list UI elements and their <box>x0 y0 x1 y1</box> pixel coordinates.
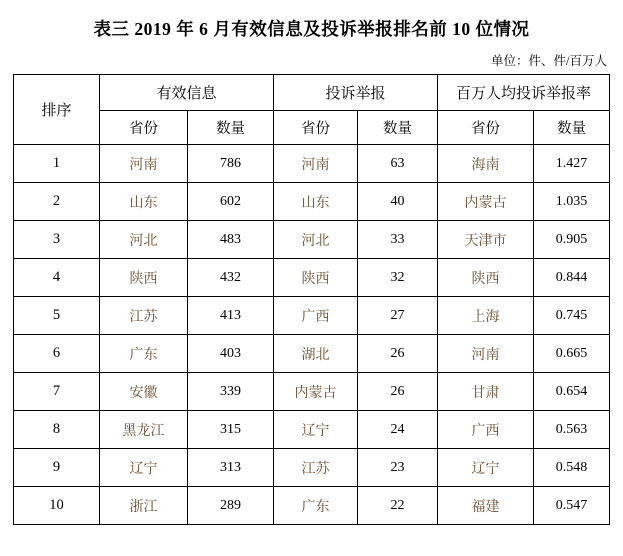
table-row <box>13 221 609 259</box>
table-row <box>13 487 609 525</box>
cell-count-2: 26 <box>357 335 437 373</box>
cell-province-3: 甘肃 <box>438 373 534 411</box>
cell-rank: 2 <box>13 183 99 221</box>
cell-count-1: 602 <box>187 183 273 221</box>
cell-count-3: 0.745 <box>534 297 610 335</box>
table-row <box>13 145 609 183</box>
cell-count-3: 0.905 <box>534 221 610 259</box>
cell-count-1: 339 <box>187 373 273 411</box>
column-header-province-3: 省份 <box>438 111 534 145</box>
cell-province-2: 河南 <box>273 145 357 183</box>
unit-note: 单位：件、件/百万人 <box>491 54 607 68</box>
cell-rank: 8 <box>13 411 99 449</box>
cell-province-3: 辽宁 <box>438 449 534 487</box>
cell-count-2: 63 <box>357 145 437 183</box>
cell-count-2: 33 <box>357 221 437 259</box>
column-group-complaint-rate: 百万人均投诉举报率 <box>438 75 610 111</box>
cell-province-1: 河南 <box>99 145 187 183</box>
cell-count-1: 413 <box>187 297 273 335</box>
cell-rank: 9 <box>13 449 99 487</box>
cell-count-2: 27 <box>357 297 437 335</box>
cell-province-1: 浙江 <box>99 487 187 525</box>
table-row <box>13 259 609 297</box>
cell-province-2: 河北 <box>273 221 357 259</box>
cell-count-2: 24 <box>357 411 437 449</box>
column-group-valid-info: 有效信息 <box>99 75 273 111</box>
cell-province-2: 广东 <box>273 487 357 525</box>
page-title: 表三 2019 年 6 月有效信息及投诉举报排名前 10 位情况 <box>93 19 530 39</box>
cell-province-2: 广西 <box>273 297 357 335</box>
cell-count-1: 403 <box>187 335 273 373</box>
table-row <box>13 297 609 335</box>
cell-province-3: 福建 <box>438 487 534 525</box>
cell-province-1: 江苏 <box>99 297 187 335</box>
cell-rank: 1 <box>13 145 99 183</box>
cell-count-3: 0.654 <box>534 373 610 411</box>
cell-rank: 10 <box>13 487 99 525</box>
cell-province-3: 广西 <box>438 411 534 449</box>
column-header-province-1: 省份 <box>99 111 187 145</box>
cell-count-2: 40 <box>357 183 437 221</box>
column-group-complaints: 投诉举报 <box>273 75 437 111</box>
table-body <box>13 145 609 525</box>
table-row <box>13 411 609 449</box>
cell-count-1: 432 <box>187 259 273 297</box>
table-row <box>13 335 609 373</box>
table-row <box>13 183 609 221</box>
cell-count-2: 22 <box>357 487 437 525</box>
table-header-group-row <box>13 75 609 111</box>
cell-province-2: 辽宁 <box>273 411 357 449</box>
cell-count-1: 786 <box>187 145 273 183</box>
cell-province-3: 陕西 <box>438 259 534 297</box>
table-row <box>13 449 609 487</box>
ranking-table <box>13 74 610 525</box>
column-header-count-3: 数量 <box>534 111 610 145</box>
cell-province-2: 陕西 <box>273 259 357 297</box>
cell-count-3: 1.035 <box>534 183 610 221</box>
cell-count-3: 0.563 <box>534 411 610 449</box>
cell-province-1: 广东 <box>99 335 187 373</box>
cell-count-1: 483 <box>187 221 273 259</box>
cell-count-3: 1.427 <box>534 145 610 183</box>
cell-province-1: 辽宁 <box>99 449 187 487</box>
cell-count-3: 0.547 <box>534 487 610 525</box>
cell-province-1: 黑龙江 <box>99 411 187 449</box>
cell-province-1: 河北 <box>99 221 187 259</box>
cell-province-2: 内蒙古 <box>273 373 357 411</box>
cell-count-2: 23 <box>357 449 437 487</box>
table-row <box>13 373 609 411</box>
cell-count-3: 0.548 <box>534 449 610 487</box>
cell-province-3: 海南 <box>438 145 534 183</box>
cell-rank: 6 <box>13 335 99 373</box>
cell-count-1: 313 <box>187 449 273 487</box>
column-header-rank: 排序 <box>13 75 99 145</box>
cell-province-1: 陕西 <box>99 259 187 297</box>
cell-rank: 4 <box>13 259 99 297</box>
cell-rank: 5 <box>13 297 99 335</box>
cell-province-3: 天津市 <box>438 221 534 259</box>
cell-count-2: 32 <box>357 259 437 297</box>
cell-count-1: 315 <box>187 411 273 449</box>
cell-province-2: 山东 <box>273 183 357 221</box>
cell-count-2: 26 <box>357 373 437 411</box>
cell-rank: 3 <box>13 221 99 259</box>
column-header-count-2: 数量 <box>357 111 437 145</box>
cell-province-1: 安徽 <box>99 373 187 411</box>
table-header-sub-row <box>13 111 609 145</box>
cell-count-3: 0.844 <box>534 259 610 297</box>
cell-province-3: 河南 <box>438 335 534 373</box>
cell-count-3: 0.665 <box>534 335 610 373</box>
column-header-province-2: 省份 <box>273 111 357 145</box>
cell-province-3: 上海 <box>438 297 534 335</box>
cell-province-1: 山东 <box>99 183 187 221</box>
column-header-count-1: 数量 <box>187 111 273 145</box>
cell-province-3: 内蒙古 <box>438 183 534 221</box>
cell-rank: 7 <box>13 373 99 411</box>
cell-count-1: 289 <box>187 487 273 525</box>
cell-province-2: 湖北 <box>273 335 357 373</box>
cell-province-2: 江苏 <box>273 449 357 487</box>
table-header <box>13 75 609 145</box>
